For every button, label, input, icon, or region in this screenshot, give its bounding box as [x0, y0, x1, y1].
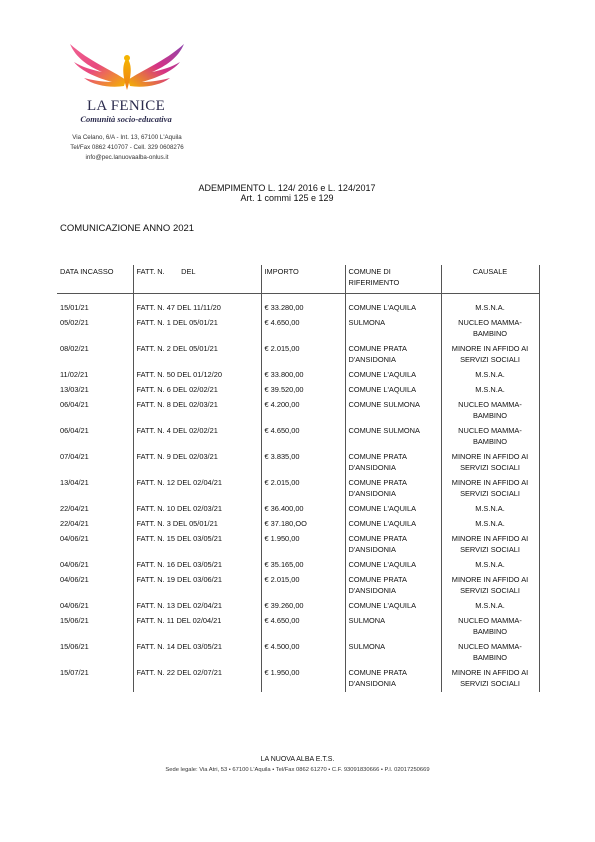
cell-cause: NUCLEO MAMMA-BAMBINO — [441, 316, 539, 342]
cell-amount: € 2.015,00 — [261, 573, 345, 599]
cell-invoice: FATT. N. 10 DEL 02/03/21 — [133, 502, 261, 517]
table-row — [57, 398, 539, 424]
cell-municipality: COMUNE SULMONA — [345, 424, 441, 450]
cell-date: 15/06/21 — [60, 642, 89, 651]
footer-org: LA NUOVA ALBA E.T.S. — [260, 756, 335, 763]
header-cause: CAUSALE — [441, 265, 539, 294]
contact-email[interactable]: info@pec.lanuovaalba-onlus.it — [85, 154, 169, 161]
cell-municipality: SULMONA — [345, 640, 441, 666]
table-row — [57, 614, 539, 640]
cell-date: 08/02/21 — [60, 344, 89, 353]
cell-amount: € 35.165,00 — [261, 558, 345, 573]
cell-municipality: COMUNE SULMONA — [345, 398, 441, 424]
cell-amount: € 2.015,00 — [261, 476, 345, 502]
cell-municipality: COMUNE L'AQUILA — [345, 599, 441, 614]
document-heading — [120, 183, 454, 203]
cell-municipality: COMUNE L'AQUILA — [345, 301, 441, 316]
cell-invoice: FATT. N. 6 DEL 02/02/21 — [133, 383, 261, 398]
cell-invoice: FATT. N. 4 DEL 02/02/21 — [133, 424, 261, 450]
cell-amount: € 39.520,00 — [261, 383, 345, 398]
cell-municipality: COMUNE L'AQUILA — [345, 368, 441, 383]
header-municipality: COMUNE DI RIFERIMENTO — [345, 265, 441, 294]
table-row — [57, 558, 539, 573]
cell-municipality: SULMONA — [345, 316, 441, 342]
cell-municipality: COMUNE L'AQUILA — [345, 558, 441, 573]
heading-line-1: ADEMPIMENTO L. 124/ 2016 e L. 124/2017 — [198, 183, 376, 193]
cell-amount: € 37.180,OO — [261, 517, 345, 532]
cell-date: 13/04/21 — [60, 478, 89, 487]
cell-invoice: FATT. N. 50 DEL 01/12/20 — [133, 368, 261, 383]
cell-invoice: FATT. N. 19 DEL 03/06/21 — [133, 573, 261, 599]
table-row — [57, 666, 539, 692]
cell-date: 04/06/21 — [60, 575, 89, 584]
table-body — [57, 301, 539, 692]
cell-date: 06/04/21 — [60, 426, 89, 435]
logo-name: LA FENICE — [86, 98, 166, 114]
heading-line-2: Art. 1 commi 125 e 129 — [240, 193, 334, 203]
cell-invoice: FATT. N. 12 DEL 02/04/21 — [133, 476, 261, 502]
cell-invoice: FATT. N. 8 DEL 02/03/21 — [133, 398, 261, 424]
cell-amount: € 39.260,00 — [261, 599, 345, 614]
payments-table — [57, 265, 540, 692]
cell-municipality: COMUNE L'AQUILA — [345, 517, 441, 532]
cell-amount: € 4.650,00 — [261, 614, 345, 640]
cell-invoice: FATT. N. 9 DEL 02/03/21 — [133, 450, 261, 476]
table-row — [57, 301, 539, 316]
cell-invoice: FATT. N. 13 DEL 02/04/21 — [133, 599, 261, 614]
contact-block — [52, 133, 202, 163]
cell-cause: M.S.N.A. — [441, 383, 539, 398]
table-row — [57, 342, 539, 368]
cell-cause: M.S.N.A. — [441, 368, 539, 383]
cell-date: 15/01/21 — [60, 303, 89, 312]
cell-cause: MINORE IN AFFIDO AI SERVIZI SOCIALI — [441, 476, 539, 502]
cell-amount: € 36.400,00 — [261, 502, 345, 517]
table-row — [57, 502, 539, 517]
cell-amount: € 1.950,00 — [261, 666, 345, 692]
cell-invoice: FATT. N. 2 DEL 05/01/21 — [133, 342, 261, 368]
table-row — [57, 316, 539, 342]
cell-amount: € 33.280,00 — [261, 301, 345, 316]
table-row — [57, 424, 539, 450]
header-spacer — [57, 294, 539, 302]
table-row — [57, 450, 539, 476]
table-row — [57, 532, 539, 558]
cell-invoice: FATT. N. 16 DEL 03/05/21 — [133, 558, 261, 573]
cell-municipality: COMUNE PRATA D'ANSIDONIA — [345, 573, 441, 599]
table-header-row — [57, 265, 539, 294]
cell-cause: M.S.N.A. — [441, 599, 539, 614]
table-row — [57, 383, 539, 398]
cell-municipality: COMUNE PRATA D'ANSIDONIA — [345, 450, 441, 476]
communication-title: COMUNICAZIONE ANNO 2021 — [60, 223, 195, 234]
cell-municipality: COMUNE PRATA D'ANSIDONIA — [345, 342, 441, 368]
cell-municipality: COMUNE L'AQUILA — [345, 383, 441, 398]
cell-date: 15/07/21 — [60, 668, 89, 677]
cell-amount: € 3.835,00 — [261, 450, 345, 476]
cell-amount: € 4.500,00 — [261, 640, 345, 666]
cell-municipality: COMUNE PRATA D'ANSIDONIA — [345, 666, 441, 692]
cell-date: 04/06/21 — [60, 560, 89, 569]
cell-invoice: FATT. N. 1 DEL 05/01/21 — [133, 316, 261, 342]
cell-cause: NUCLEO MAMMA-BAMBINO — [441, 640, 539, 666]
table-row — [57, 599, 539, 614]
table-row — [57, 573, 539, 599]
cell-date: 11/02/21 — [60, 370, 89, 379]
cell-date: 06/04/21 — [60, 400, 89, 409]
header-invoice: FATT. N. DEL — [133, 265, 261, 294]
cell-invoice: FATT. N. 14 DEL 03/05/21 — [133, 640, 261, 666]
cell-date: 13/03/21 — [60, 385, 89, 394]
contact-address: Via Celano, 6/A - Int. 13, 67100 L'Aquila — [72, 134, 182, 141]
cell-date: 04/06/21 — [60, 534, 89, 543]
table-row — [57, 368, 539, 383]
cell-municipality: SULMONA — [345, 614, 441, 640]
cell-amount: € 1.950,00 — [261, 532, 345, 558]
cell-invoice: FATT. N. 3 DEL 05/01/21 — [133, 517, 261, 532]
cell-cause: M.S.N.A. — [441, 301, 539, 316]
header-amount: IMPORTO — [261, 265, 345, 294]
cell-amount: € 4.200,00 — [261, 398, 345, 424]
cell-cause: M.S.N.A. — [441, 558, 539, 573]
cell-invoice: FATT. N. 11 DEL 02/04/21 — [133, 614, 261, 640]
cell-municipality: COMUNE PRATA D'ANSIDONIA — [345, 532, 441, 558]
header-date: DATA INCASSO — [57, 265, 133, 294]
contact-phone: Tel/Fax 0862 410707 - Cell. 329 0608276 — [70, 144, 184, 151]
cell-invoice: FATT. N. 15 DEL 03/05/21 — [133, 532, 261, 558]
cell-date: 22/04/21 — [60, 504, 89, 513]
cell-cause: NUCLEO MAMMA-BAMBINO — [441, 424, 539, 450]
cell-cause: NUCLEO MAMMA-BAMBINO — [441, 398, 539, 424]
cell-cause: MINORE IN AFFIDO AI SERVIZI SOCIALI — [441, 666, 539, 692]
cell-date: 04/06/21 — [60, 601, 89, 610]
table-row — [57, 476, 539, 502]
cell-cause: M.S.N.A. — [441, 502, 539, 517]
cell-amount: € 33.800,00 — [261, 368, 345, 383]
logo-subtitle: Comunità socio-educativa — [80, 114, 172, 124]
table-row — [57, 640, 539, 666]
cell-municipality: COMUNE L'AQUILA — [345, 502, 441, 517]
cell-cause: M.S.N.A. — [441, 517, 539, 532]
cell-date: 15/06/21 — [60, 616, 89, 625]
cell-date: 05/02/21 — [60, 318, 89, 327]
cell-municipality: COMUNE PRATA D'ANSIDONIA — [345, 476, 441, 502]
table-row — [57, 517, 539, 532]
cell-invoice: FATT. N. 47 DEL 11/11/20 — [133, 301, 261, 316]
cell-date: 22/04/21 — [60, 519, 89, 528]
footer-address: Sede legale: Via Atri, 53 • 67100 L'Aquila • Tel/Fax 0862 61270 • C.F. 93091830666 • P.I. 02017250669 — [165, 767, 430, 773]
cell-amount: € 4.650,00 — [261, 424, 345, 450]
cell-amount: € 4.650,00 — [261, 316, 345, 342]
cell-cause: MINORE IN AFFIDO AI SERVIZI SOCIALI — [441, 573, 539, 599]
logo — [62, 40, 192, 126]
phoenix-logo-icon — [62, 40, 192, 98]
cell-cause: MINORE IN AFFIDO AI SERVIZI SOCIALI — [441, 342, 539, 368]
cell-date: 07/04/21 — [60, 452, 89, 461]
cell-amount: € 2.015,00 — [261, 342, 345, 368]
cell-cause: MINORE IN AFFIDO AI SERVIZI SOCIALI — [441, 532, 539, 558]
cell-invoice: FATT. N. 22 DEL 02/07/21 — [133, 666, 261, 692]
cell-cause: MINORE IN AFFIDO AI SERVIZI SOCIALI — [441, 450, 539, 476]
cell-cause: NUCLEO MAMMA-BAMBINO — [441, 614, 539, 640]
